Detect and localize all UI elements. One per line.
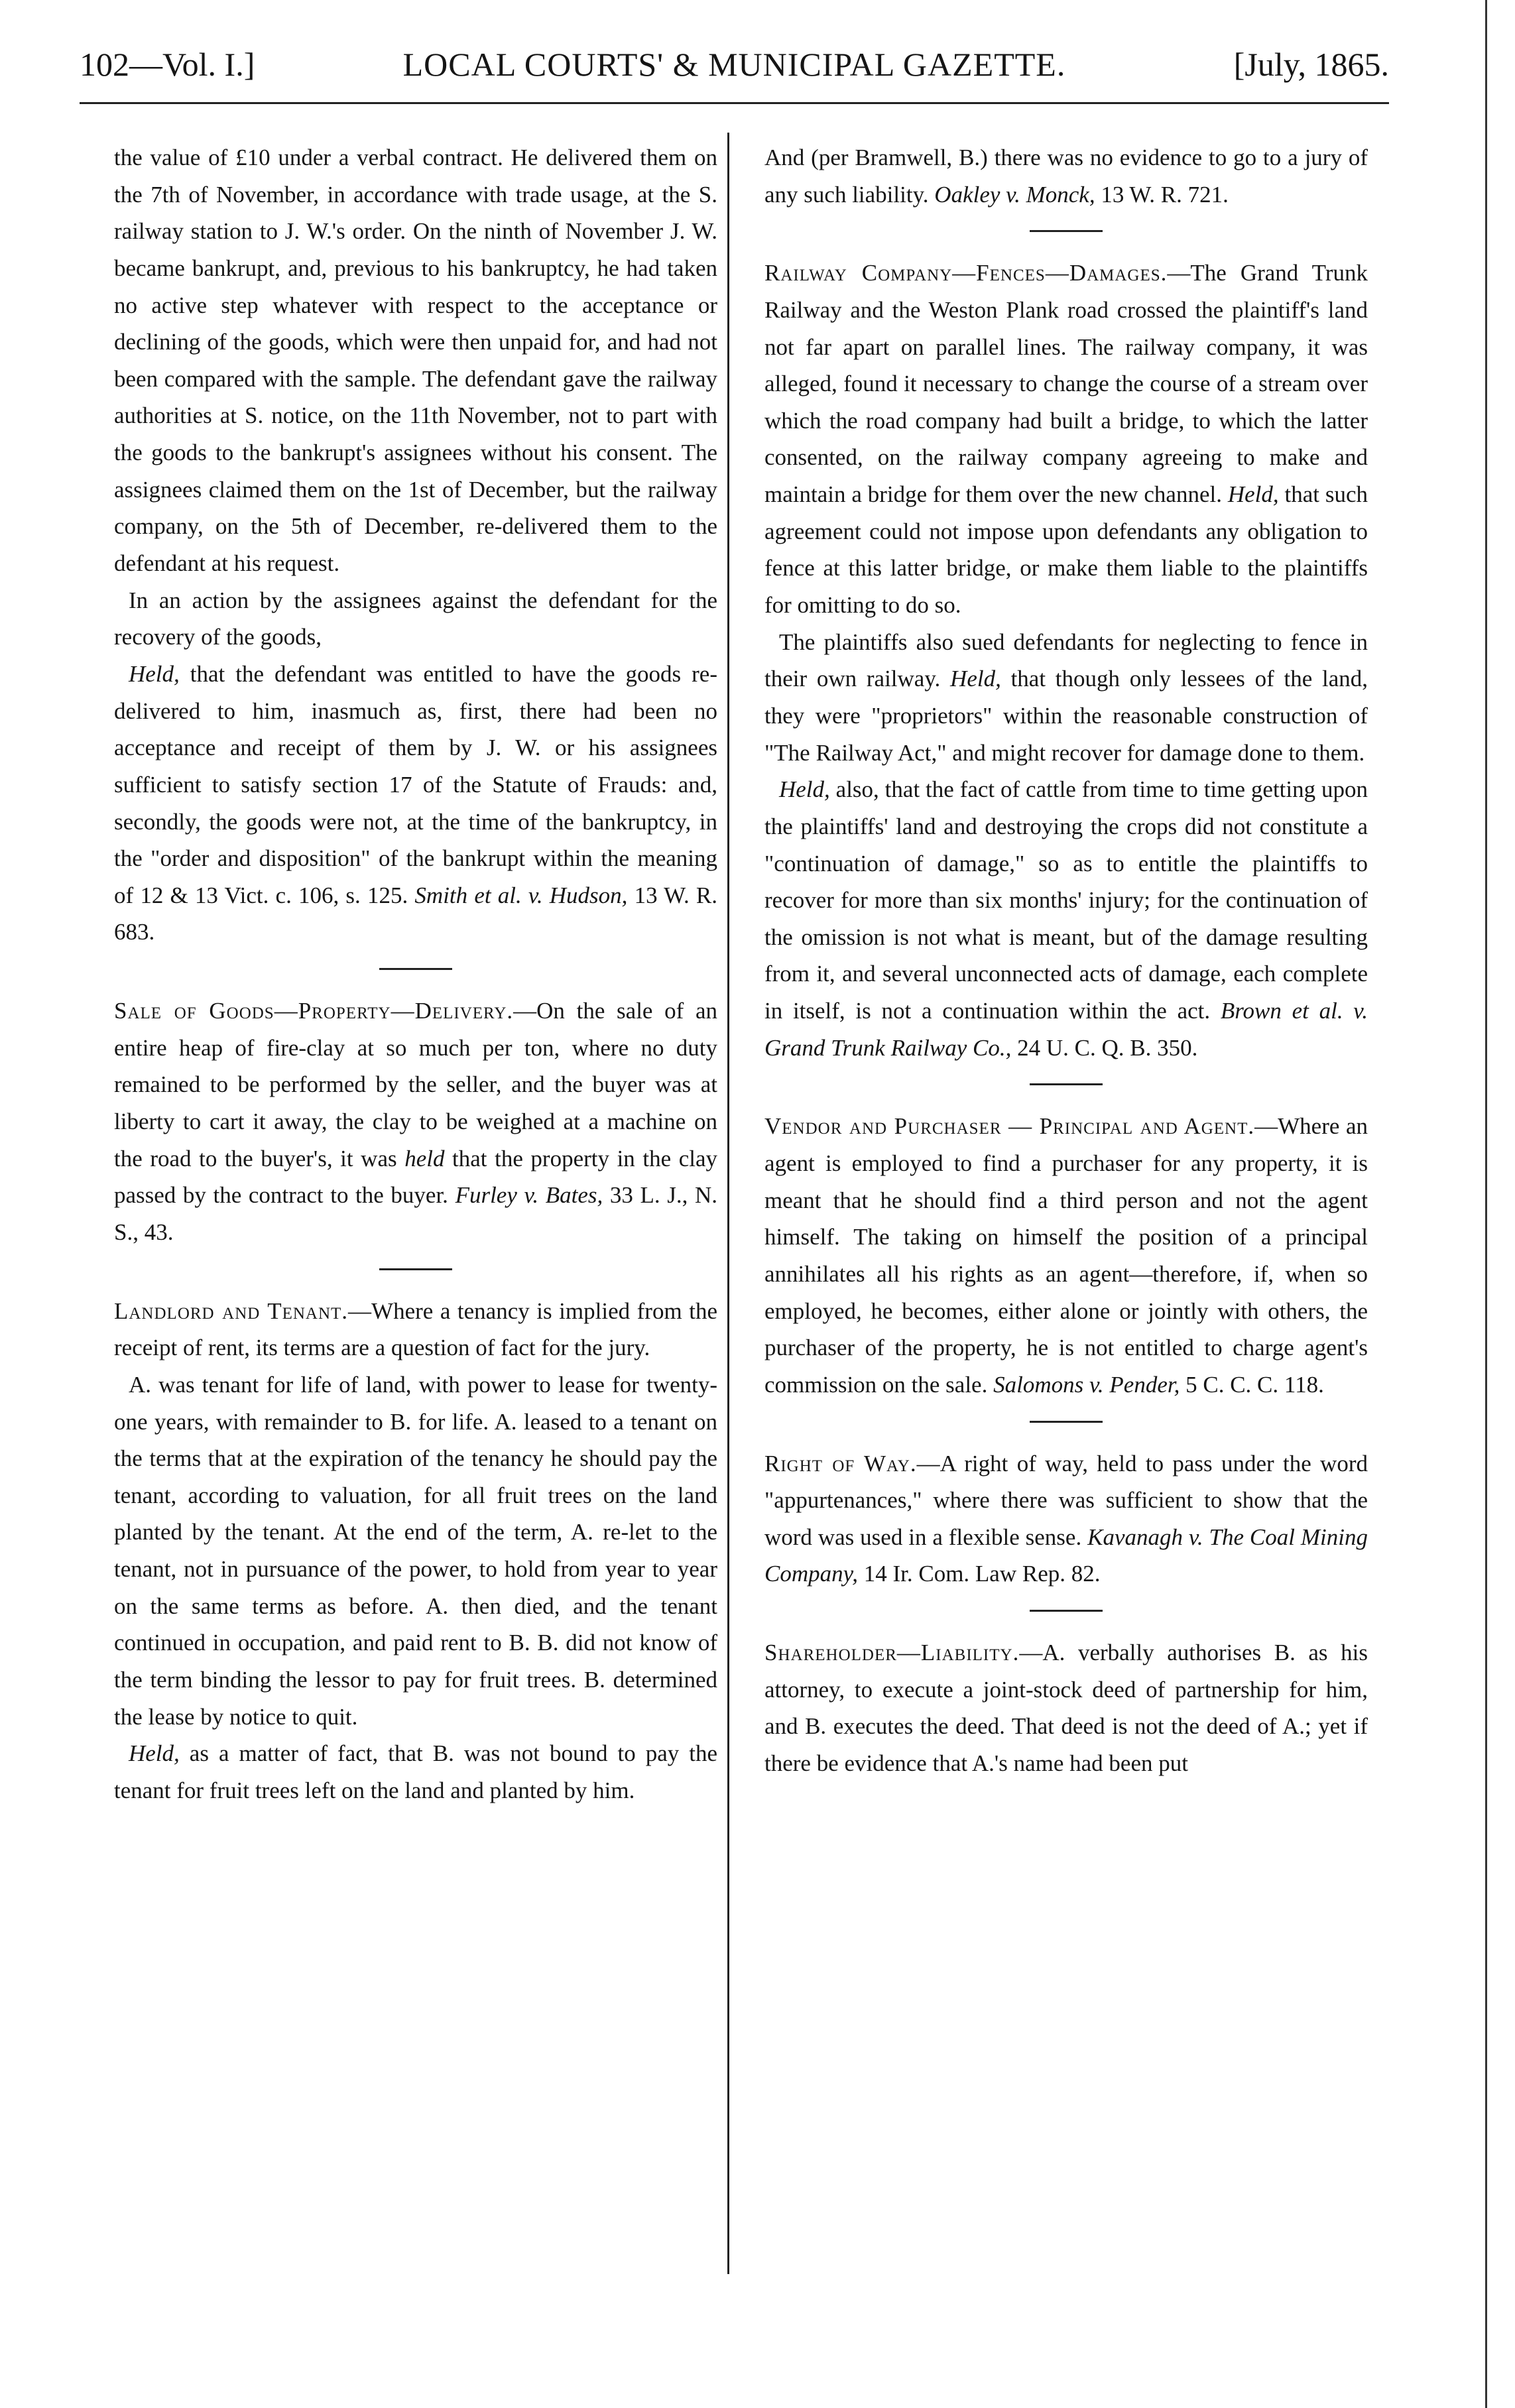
held-label: held <box>404 1145 445 1172</box>
right-column <box>764 139 1368 1782</box>
section-separator <box>1030 230 1103 232</box>
section-right-of-way <box>764 1445 1368 1593</box>
railway-text: —The Grand Trunk Railway and the Weston Plank road crossed the plaintiff's land not far apart on parallel lines. The railway company, it was alleged, found it necessary to change the course of a stream over which the road company had built a bridge, to which the latter consented, on the railway company agreeing to make and maintain a bridge for them over the new channel. <box>764 260 1368 508</box>
landlord-holding-paragraph <box>114 1735 717 1809</box>
section-heading: Vendor and Purchaser — Principal and Agent. <box>764 1113 1255 1140</box>
section-heading: Railway Company—Fences—Damages. <box>764 260 1168 286</box>
landlord-paragraph <box>114 1293 717 1366</box>
sale-text: —On the sale of an entire heap of fire-clay at so much per ton, where no duty remained to be performed by the seller, and the buyer was at liberty to cart it away, the clay to be weighed at a machine on the road to the buyer's, it was <box>114 998 717 1172</box>
railway-fence-text: The plaintiffs also sued defendants for neglecting to fence in their own railway. <box>764 629 1368 692</box>
sale-paragraph <box>114 993 717 1250</box>
section-shareholder-liability <box>764 1634 1368 1782</box>
section-heading: Sale of Goods—Property—Delivery. <box>114 998 514 1024</box>
left-column <box>114 139 717 1809</box>
action-paragraph: In an action by the assignees against the defendant for the recovery of the goods, <box>114 587 717 650</box>
railway-text-continued: that such agreement could not impose upon defendants any obligation to fence at this latter bridge, or make them liable to the plaintiffs for omitting to do so. <box>764 481 1368 619</box>
report-citation: 33 L. J., N. S., 43. <box>114 1182 717 1245</box>
bramwell-text: And (per Bramwell, B.) there was no evidence to go to a jury of any such liability. <box>764 145 1368 208</box>
section-heading: Landlord and Tenant. <box>114 1297 349 1324</box>
section-separator <box>1030 1421 1103 1423</box>
way-paragraph <box>764 1445 1368 1593</box>
held-label: Held, <box>129 660 180 687</box>
railway-cattle-paragraph <box>764 771 1368 1066</box>
report-citation: 14 Ir. Com. Law Rep. 82. <box>857 1561 1101 1587</box>
held-label: Held, <box>950 666 1001 692</box>
publication-title: LOCAL COURTS' & MUNICIPAL GAZETTE. <box>402 46 1066 83</box>
page-header <box>80 45 1389 108</box>
railway-paragraph <box>764 255 1368 623</box>
section-railway-company <box>764 255 1368 1066</box>
shareholder-text: —A. verbally authorises B. as his attorney, to execute a joint-stock deed of partnership for him, and B. executes the deed. That deed is not the deed of A.; yet if there be evidence that A.'s name had been put <box>764 1640 1368 1776</box>
case-continuation-paragraph: the value of £10 under a verbal contract. He delivered them on the 7th of November, in accordance with trade usage, at the S. railway station to J. W.'s order. On the ninth of November J. W. became bankrupt, and, previous to his bankruptcy, he had taken no active step whatever with respect to the acceptance or declining of the goods, which were then unpaid for, and had not been compared with the sample. The defendant gave the railway authorities at S. notice, on the 11th November, not to part with the goods to the bankrupt's assignees without his consent. The assignees claimed them on the 1st of December, but the railway company, on the 5th of December, re-delivered them to the defendant at his request. <box>114 145 717 577</box>
section-separator <box>379 968 452 970</box>
railway-cattle-text: also, that the fact of cattle from time to time getting upon the plaintiffs' land and destroying the crops did not constitute a "continuation of damage," so as to entitle the plaintiffs to recover for more than six months' injury; for the continuation of the omission is not what is meant, but of the damage resulting from it, and several unconnected acts of damage, each complete in itself, is not a continuation within the act. <box>764 776 1368 1024</box>
page-number-volume: 102—Vol. I.] <box>80 46 255 83</box>
bramwell-paragraph <box>764 139 1368 213</box>
section-landlord-and-tenant <box>114 1293 717 1809</box>
case-citation: Salomons v. Pender, <box>993 1371 1180 1398</box>
way-text: —A right of way, held to pass under the word "appurtenances," where there was sufficient to show that the word was used in a flexible sense. <box>764 1450 1368 1550</box>
header-rule <box>80 102 1389 104</box>
section-separator <box>1030 1083 1103 1085</box>
holding-text: that the defendant was entitled to have the goods re-delivered to him, inasmuch as, first, there had been no acceptance and receipt of them by J. W. or his assignees sufficient to satisfy section 17 of the Statute of Frauds: and, secondly, the goods were not, at the time of the bankruptcy, in the "order and disposition" of the bankrupt within the meaning of 12 & 13 Vict. c. 106, s. 125. <box>114 660 717 908</box>
landlord-text: —Where a tenancy is implied from the receipt of rent, its terms are a question of fact for the jury. <box>114 1297 717 1361</box>
holding-paragraph <box>114 656 717 951</box>
vendor-paragraph <box>764 1108 1368 1403</box>
held-label: Held, <box>129 1740 180 1767</box>
case-citation: Furley v. Bates, <box>455 1182 603 1209</box>
section-heading: Shareholder—Liability. <box>764 1640 1020 1666</box>
held-label: Held, <box>1227 481 1279 508</box>
sale-text-continued: that the property in the clay passed by the contract to the buyer. <box>114 1145 717 1209</box>
held-label: Held, <box>779 776 830 803</box>
section-separator <box>1030 1610 1103 1612</box>
column-divider <box>727 133 729 2274</box>
shareholder-paragraph <box>764 1634 1368 1782</box>
page-edge-rule <box>1485 0 1487 2408</box>
railway-fence-paragraph <box>764 624 1368 772</box>
section-heading: Right of Way. <box>764 1450 917 1476</box>
section-separator <box>379 1268 452 1270</box>
report-citation: 24 U. C. Q. B. 350. <box>1011 1034 1198 1061</box>
case-citation: Brown et al. v. Grand Trunk Railway Co., <box>764 998 1368 1061</box>
vendor-text: —Where an agent is employed to find a purchaser for any property, it is meant that he should find a third person and not the agent himself. The taking on himself the position of a principal annihilates all his rights as an agent—therefore, if, when so employed, he becomes, either alone or jointly with others, the purchaser of the property, he is not entitled to charge agent's commission on the sale. <box>764 1113 1368 1398</box>
case-citation: Kavanagh v. The Coal Mining Company, <box>764 1524 1368 1587</box>
landlord-facts-paragraph: A. was tenant for life of land, with power to lease for twenty-one years, with remainder to B. for life. A. leased to a tenant on the terms that at the expiration of the tenancy he should pay the tenant, according to valuation, for all fruit trees on the land planted by the tenant. At the end of the term, A. re-let to the tenant, not in pursuance of the power, to hold from year to year on the same terms as before. A. then died, and the tenant continued in occupation, and paid rent to B. B. did not know of the term binding the lessor to pay for fruit trees. B. determined the lease by notice to quit. <box>114 1371 717 1730</box>
case-citation: Smith et al. v. Hudson, <box>414 882 628 908</box>
issue-date: [July, 1865. <box>1233 46 1389 83</box>
section-vendor-and-purchaser <box>764 1108 1368 1403</box>
report-citation: 5 C. C. C. 118. <box>1180 1371 1324 1398</box>
case-citation: Oakley v. Monck, <box>934 181 1095 208</box>
section-sale-of-goods <box>114 993 717 1250</box>
report-citation: 13 W. R. 683. <box>114 882 718 945</box>
railway-fence-text-continued: that though only lessees of the land, they were "proprietors" within the reasonable construction of "The Railway Act," and might recover for damage done to them. <box>764 666 1368 766</box>
report-citation: 13 W. R. 721. <box>1095 181 1229 208</box>
landlord-holding-text: as a matter of fact, that B. was not bound to pay the tenant for fruit trees left on the land and planted by him. <box>114 1740 717 1803</box>
